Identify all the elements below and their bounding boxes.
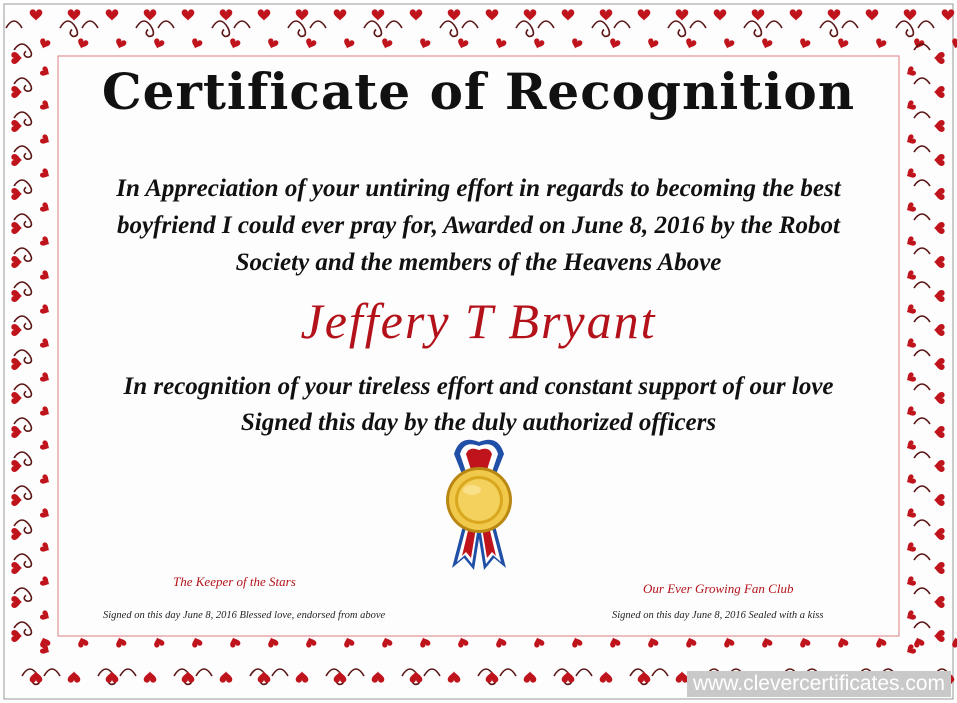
scroll-swirl <box>364 21 381 36</box>
scroll-swirl <box>386 21 402 28</box>
heart-icon <box>912 636 925 649</box>
heart-icon <box>934 222 945 234</box>
heart-icon <box>904 507 917 520</box>
recipient-name: Jeffery T Bryant <box>300 293 657 349</box>
heart-icon <box>676 9 689 20</box>
heart-icon <box>11 528 22 540</box>
heart-icon <box>144 9 157 20</box>
heart-icon <box>722 38 735 51</box>
heart-icon <box>524 9 537 20</box>
scroll-swirl <box>690 21 706 28</box>
heart-icon <box>570 38 583 51</box>
heart-icon <box>532 636 545 649</box>
heart-icon <box>934 154 945 166</box>
scroll-swirl <box>592 21 609 36</box>
heart-icon <box>866 9 879 20</box>
scroll-swirl <box>440 21 457 36</box>
heart-icon <box>934 392 945 404</box>
appreciation-text: In Appreciation of your untiring effort in regards to becoming the best boyfriend I could ever pray for, Awarded on June 8, 2016 by the Robot Society and the members of the Heavens Above <box>116 175 841 276</box>
heart-icon <box>600 671 613 682</box>
heart-icon <box>39 473 52 486</box>
scroll-swirl <box>136 21 153 36</box>
heart-icon <box>39 167 52 180</box>
heart-icon <box>934 188 945 200</box>
scroll-swirl <box>914 146 930 152</box>
heart-icon <box>380 38 393 51</box>
heart-icon <box>646 636 659 649</box>
heart-icon <box>11 154 22 166</box>
heart-icon <box>904 371 917 384</box>
heart-icon <box>760 38 773 51</box>
heart-icon <box>228 636 241 649</box>
heart-icon <box>934 494 945 506</box>
heart-icon <box>608 636 621 649</box>
heart-icon <box>114 38 127 51</box>
heart-icon <box>76 38 89 51</box>
heart-icon <box>494 636 507 649</box>
scroll-swirl <box>6 21 22 28</box>
heart-icon <box>38 38 51 51</box>
heart-icon <box>152 38 165 51</box>
scroll-swirl <box>914 554 930 560</box>
award-ribbon-medal-icon <box>436 434 522 574</box>
scroll-swirl <box>614 21 630 28</box>
heart-icon <box>11 120 22 132</box>
heart-icon <box>11 630 22 642</box>
heart-icon <box>11 392 22 404</box>
scroll-swirl <box>652 669 668 676</box>
heart-icon <box>106 9 119 20</box>
heart-icon <box>304 38 317 51</box>
heart-icon <box>410 671 423 682</box>
heart-icon <box>342 636 355 649</box>
heart-icon <box>380 636 393 649</box>
heart-icon <box>296 671 309 682</box>
heart-icon <box>372 671 385 682</box>
heart-icon <box>934 358 945 370</box>
heart-icon <box>752 9 765 20</box>
scroll-swirl <box>82 21 98 28</box>
heart-icon <box>39 541 52 554</box>
heart-icon <box>114 636 127 649</box>
heart-icon <box>486 671 499 682</box>
heart-icon <box>904 9 917 20</box>
heart-icon <box>220 671 233 682</box>
heart-icon <box>228 38 241 51</box>
heart-icon <box>258 671 271 682</box>
heart-icon <box>76 636 89 649</box>
signature-line-left: Signed on this day June 8, 2016 Blessed love, endorsed from above <box>103 610 386 621</box>
scroll-swirl <box>914 622 930 628</box>
heart-icon <box>874 38 887 51</box>
scroll-swirl <box>538 21 554 28</box>
heart-icon <box>11 494 22 506</box>
heart-icon <box>904 541 917 554</box>
scroll-swirl <box>576 669 592 676</box>
heart-icon <box>11 358 22 370</box>
heart-icon <box>684 636 697 649</box>
heart-icon <box>874 636 887 649</box>
heart-icon <box>39 405 52 418</box>
heart-icon <box>144 671 157 682</box>
scroll-swirl <box>234 21 250 28</box>
heart-icon <box>334 9 347 20</box>
scroll-swirl <box>914 520 930 526</box>
heart-icon <box>486 9 499 20</box>
heart-icon <box>904 269 917 282</box>
scroll-swirl <box>914 486 930 492</box>
heart-icon <box>904 235 917 248</box>
scroll-swirl <box>766 21 782 28</box>
heart-icon <box>372 9 385 20</box>
heart-icon <box>190 636 203 649</box>
scroll-swirl <box>424 669 440 676</box>
heart-icon <box>296 9 309 20</box>
recognition-line-2: Signed this day by the duly authorized officers <box>240 409 717 436</box>
heart-icon <box>828 9 841 20</box>
heart-icon <box>39 201 52 214</box>
heart-icon <box>258 9 271 20</box>
scroll-swirl <box>272 669 288 676</box>
heart-icon <box>266 38 279 51</box>
heart-icon <box>600 9 613 20</box>
heart-icon <box>904 609 917 622</box>
heart-icon <box>39 269 52 282</box>
heart-icon <box>532 38 545 51</box>
heart-icon <box>334 671 347 682</box>
heart-icon <box>942 9 955 20</box>
heart-icon <box>904 405 917 418</box>
heart-icon <box>39 507 52 520</box>
signature-title-right: Our Ever Growing Fan Club <box>643 581 794 596</box>
heart-icon <box>152 636 165 649</box>
heart-icon <box>11 188 22 200</box>
heart-icon <box>836 38 849 51</box>
heart-icon <box>266 636 279 649</box>
heart-icon <box>190 38 203 51</box>
scroll-swirl <box>914 384 930 390</box>
heart-icon <box>904 575 917 588</box>
heart-icon <box>934 426 945 438</box>
heart-icon <box>638 671 651 682</box>
certificate-title: Certificate of Recognition <box>101 62 856 121</box>
heart-icon <box>68 671 81 682</box>
scroll-swirl <box>842 21 858 28</box>
heart-icon <box>39 609 52 622</box>
scroll-swirl <box>914 418 930 424</box>
heart-icon <box>448 9 461 20</box>
signature-line-right: Signed on this day June 8, 2016 Sealed with a kiss <box>612 610 824 621</box>
scroll-swirl <box>914 350 930 356</box>
heart-icon <box>836 636 849 649</box>
heart-icon <box>39 439 52 452</box>
signature-title-left: The Keeper of the Stars <box>173 574 296 589</box>
heart-icon <box>342 38 355 51</box>
heart-icon <box>182 9 195 20</box>
heart-icon <box>562 9 575 20</box>
heart-icon <box>11 460 22 472</box>
heart-icon <box>722 636 735 649</box>
heart-icon <box>904 133 917 146</box>
scroll-swirl <box>120 669 136 676</box>
heart-icon <box>418 38 431 51</box>
heart-icon <box>220 9 233 20</box>
heart-icon <box>39 133 52 146</box>
scroll-swirl <box>914 588 930 594</box>
heart-icon <box>106 671 119 682</box>
heart-icon <box>448 671 461 682</box>
heart-icon <box>684 38 697 51</box>
heart-icon <box>39 575 52 588</box>
recognition-line-1: In recognition of your tireless effort and constant support of our love <box>123 373 834 400</box>
scroll-swirl <box>158 21 174 28</box>
watermark: www.clevercertificates.com <box>687 671 951 697</box>
heart-icon <box>638 9 651 20</box>
heart-icon <box>418 636 431 649</box>
heart-icon <box>39 235 52 248</box>
heart-icon <box>904 439 917 452</box>
scroll-swirl <box>516 21 533 36</box>
heart-icon <box>934 596 945 608</box>
heart-icon <box>11 596 22 608</box>
heart-icon <box>798 38 811 51</box>
recognition-text <box>80 369 877 441</box>
scroll-swirl <box>914 180 930 186</box>
scroll-swirl <box>60 21 77 36</box>
scroll-swirl <box>212 21 229 36</box>
scroll-swirl <box>914 282 930 288</box>
heart-icon <box>11 426 22 438</box>
scroll-swirl <box>914 214 930 220</box>
heart-icon <box>68 9 81 20</box>
heart-icon <box>456 636 469 649</box>
heart-icon <box>494 38 507 51</box>
heart-icon <box>934 528 945 540</box>
heart-icon <box>934 256 945 268</box>
scroll-swirl <box>288 21 305 36</box>
scroll-swirl <box>462 21 478 28</box>
scroll-swirl <box>310 21 326 28</box>
heart-icon <box>934 630 945 642</box>
heart-icon <box>410 9 423 20</box>
heart-icon <box>524 671 537 682</box>
scroll-swirl <box>44 669 60 676</box>
heart-icon <box>934 460 945 472</box>
heart-icon <box>11 256 22 268</box>
heart-icon <box>904 167 917 180</box>
heart-icon <box>39 371 52 384</box>
heart-icon <box>646 38 659 51</box>
heart-icon <box>904 473 917 486</box>
heart-icon <box>456 38 469 51</box>
heart-icon <box>11 222 22 234</box>
heart-icon <box>760 636 773 649</box>
heart-icon <box>790 9 803 20</box>
heart-icon <box>714 9 727 20</box>
scroll-swirl <box>896 21 913 36</box>
scroll-swirl <box>196 669 212 676</box>
heart-icon <box>608 38 621 51</box>
heart-icon <box>30 671 43 682</box>
scroll-swirl <box>348 669 364 676</box>
heart-icon <box>934 562 945 574</box>
scroll-swirl <box>914 248 930 254</box>
heart-icon <box>934 120 945 132</box>
scroll-swirl <box>918 21 934 28</box>
heart-icon <box>30 9 43 20</box>
scroll-swirl <box>500 669 516 676</box>
scroll-swirl <box>668 21 685 36</box>
heart-icon <box>570 636 583 649</box>
heart-icon <box>562 671 575 682</box>
heart-icon <box>904 201 917 214</box>
heart-icon <box>304 636 317 649</box>
heart-icon <box>11 562 22 574</box>
scroll-swirl <box>744 21 761 36</box>
scroll-swirl <box>820 21 837 36</box>
scroll-swirl <box>914 452 930 458</box>
heart-icon <box>798 636 811 649</box>
heart-icon <box>182 671 195 682</box>
